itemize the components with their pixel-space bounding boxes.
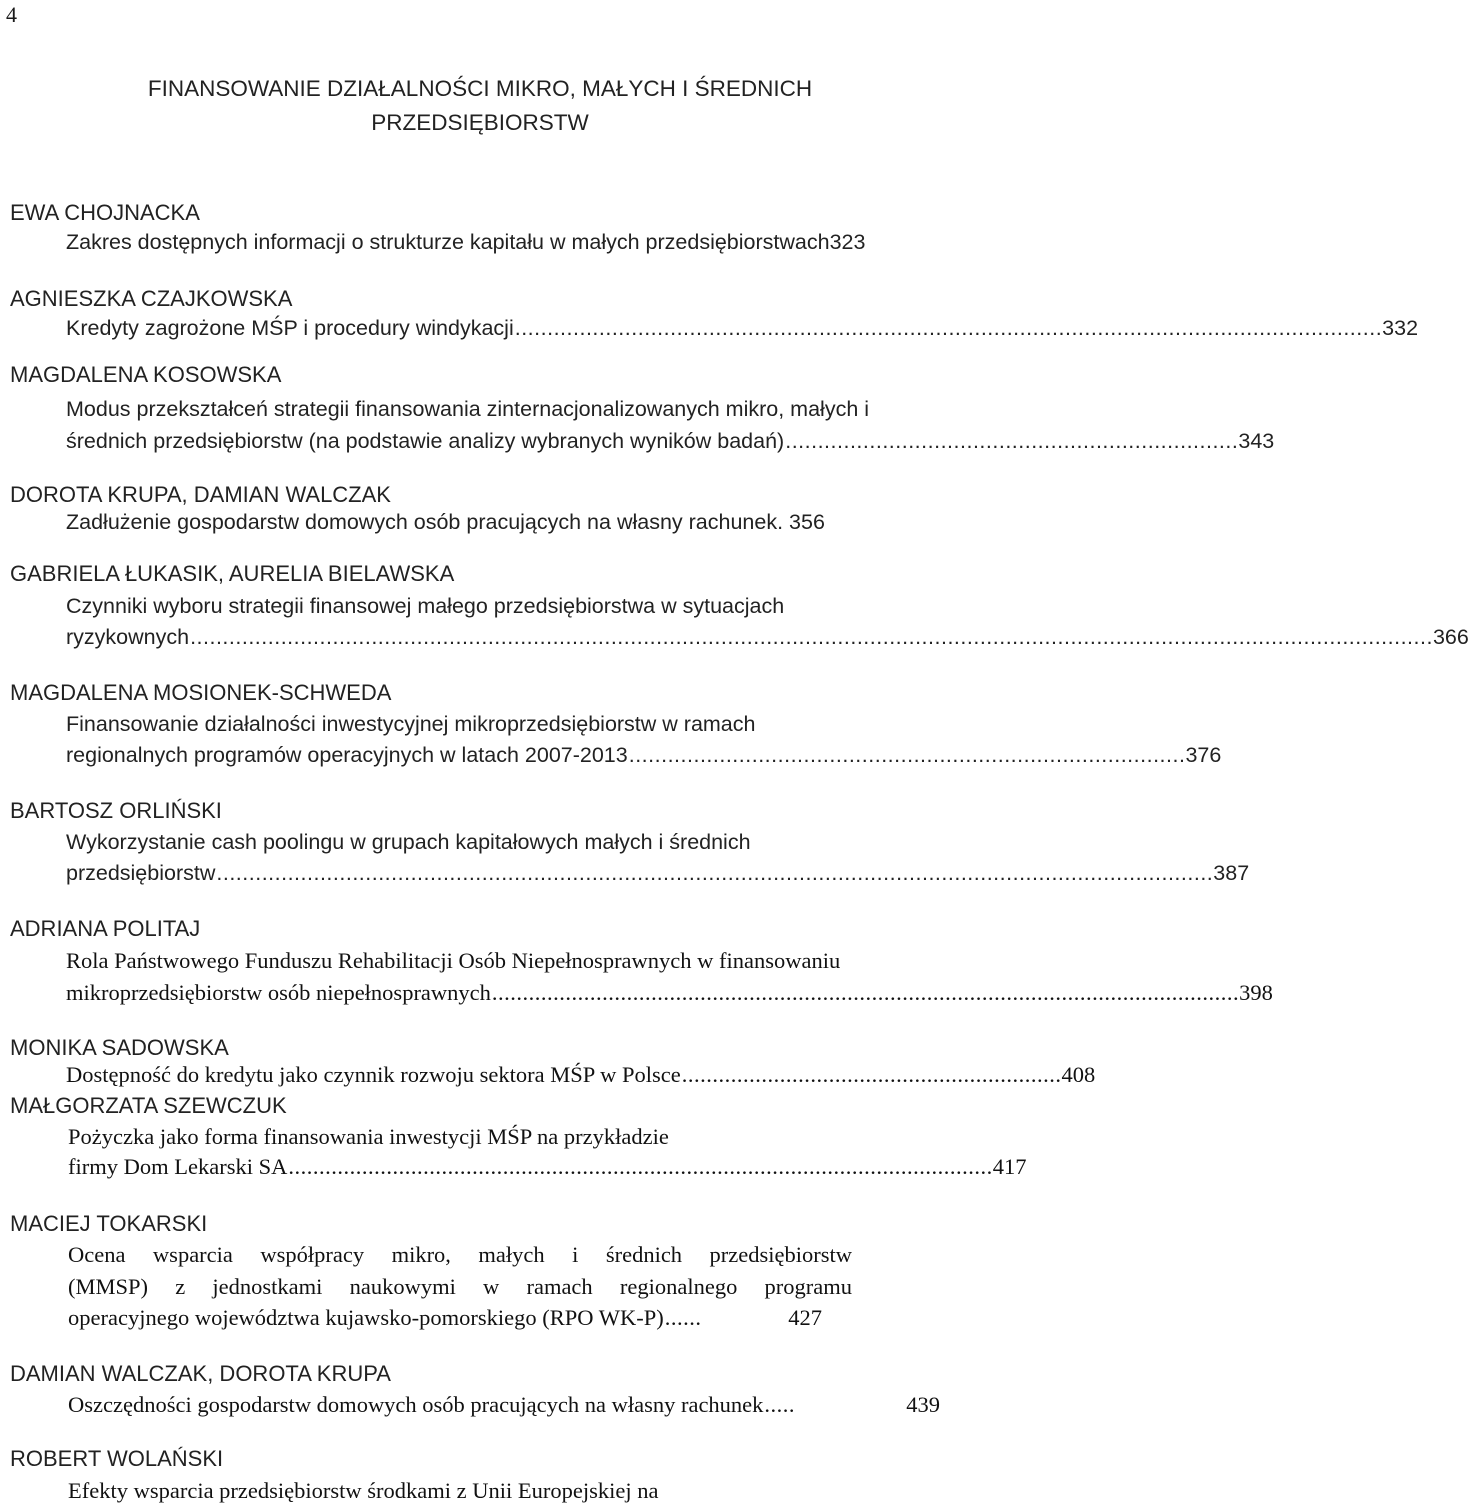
toc-title-line: ryzykownych [66,625,190,649]
toc-page-number: 417 [992,1154,1027,1179]
toc-page-number: 408 [1061,1062,1096,1087]
toc-page-number: 427 [788,1305,822,1330]
dot-leader: .......................................................................................................................................................... [216,861,1214,885]
toc-title-line: Dostępność do kredytu jako czynnik rozwoju sektora MŚP w Polsce [66,1062,681,1087]
toc-entry-row [68,1305,822,1331]
toc-author: ROBERT WOLAŃSKI [10,1446,224,1471]
dot-leader: ................................................................................................................................................................................................ [190,625,1433,649]
toc-title-line: średnich przedsiębiorstw (na podstawie analizy wybranych wyników badań) [66,429,785,453]
toc-entry-row [66,861,1250,886]
toc-author: ADRIANA POLITAJ [10,916,201,941]
dot-leader: .............................................................. [681,1062,1062,1087]
toc-page-number: 376 [1185,743,1222,767]
toc-author: BARTOSZ ORLIŃSKI [10,798,222,823]
toc-title-line: Rola Państwowego Funduszu Rehabilitacji Osób Niepełnosprawnych w finansowaniu [66,948,841,973]
toc-title-line: Kredyty zagrożone MŚP i procedury windykacji [66,316,514,340]
toc-author: GABRIELA ŁUKASIK, AURELIA BIELAWSKA [10,561,455,586]
toc-page-number: 356 [789,510,825,534]
toc-title-line: Wykorzystanie cash poolingu w grupach kapitałowych małych i średnich [66,830,751,854]
dot-leader: ...................................................................................................................................... [514,316,1383,340]
page-number: 4 [6,2,17,27]
toc-author: EWA CHOJNACKA [10,200,200,225]
toc-entry-row [68,1392,940,1418]
toc-entry-row [66,625,1469,650]
section-title-line-2: PRZEDSIĘBIORSTW [371,110,589,135]
toc-author: DOROTA KRUPA, DAMIAN WALCZAK [10,482,391,507]
toc-title-line: Pożyczka jako forma finansowania inwestycji MŚP na przykładzie [68,1124,669,1149]
dot-leader: ...................................................................................... [628,743,1186,767]
toc-title-line: Oszczędności gospodarstw domowych osób pracujących na własny rachunek [68,1392,764,1417]
toc-title-line: Finansowanie działalności inwestycyjnej mikroprzedsiębiorstw w ramach [66,712,756,736]
toc-title-line: Czynniki wyboru strategii finansowej małego przedsiębiorstwa w sytuacjach [66,594,785,618]
toc-author: AGNIESZKA CZAJKOWSKA [10,286,293,311]
toc-author: DAMIAN WALCZAK, DOROTA KRUPA [10,1361,391,1386]
toc-page-number: 439 [906,1392,940,1417]
toc-title-line: (MMSP) z jednostkami naukowymi w ramach regionalnego programu [68,1274,852,1299]
toc-title-line: operacyjnego województwa kujawsko-pomorskiego (RPO WK-P) [68,1305,664,1330]
toc-author: MACIEJ TOKARSKI [10,1211,208,1236]
toc-title-line: regionalnych programów operacyjnych w latach 2007-2013 [66,743,628,767]
toc-entry-row [66,429,1275,454]
toc-entry-row [66,316,1419,341]
toc-title-line: mikroprzedsiębiorstw osób niepełnosprawnych [66,980,491,1005]
toc-page-number: 398 [1239,980,1273,1005]
dot-leader: ...... [664,1305,702,1330]
toc-title-line: Zakres dostępnych informacji o strukturze kapitału w małych przedsiębiorstwach323 [66,230,866,254]
toc-author: MAGDALENA MOSIONEK-SCHWEDA [10,680,392,705]
toc-entry-row [66,510,896,535]
toc-author: MAŁGORZATA SZEWCZUK [10,1093,287,1118]
toc-title-line: Efekty wsparcia przedsiębiorstw środkami z Unii Europejskiej na [68,1478,659,1503]
dot-leader: ...................................................................... [785,429,1239,453]
toc-entry-row [68,1154,1027,1180]
toc-title-line: firmy Dom Lekarski SA [68,1154,288,1179]
toc-title-line: Zadłużenie gospodarstw domowych osób pracujących na własny rachunek [66,510,778,534]
toc-author: MAGDALENA KOSOWSKA [10,362,282,387]
dot-leader: . [777,510,790,534]
toc-author: MONIKA SADOWSKA [10,1035,229,1060]
toc-entry-row [66,980,1273,1006]
dot-leader: ..... [764,1392,796,1417]
toc-title-line: Modus przekształceń strategii finansowania zinternacjonalizowanych mikro, małych i [66,397,870,421]
dot-leader: .......................................................................................................................... [491,980,1240,1005]
section-title-line-1: FINANSOWANIE DZIAŁALNOŚCI MIKRO, MAŁYCH I ŚREDNICH [147,76,813,101]
toc-page-number: 366 [1432,625,1469,649]
toc-title-line: przedsiębiorstw [66,861,216,885]
toc-entry-row [66,1062,1096,1088]
toc-title-line: Ocena wsparcia współpracy mikro, małych i średnich przedsiębiorstw [68,1242,852,1267]
toc-page-number: 387 [1213,861,1250,885]
toc-page-number: 343 [1238,429,1275,453]
toc-entry-row [66,743,1222,768]
toc-page-number: 332 [1382,316,1419,340]
dot-leader: ................................................................................................................... [288,1154,993,1179]
